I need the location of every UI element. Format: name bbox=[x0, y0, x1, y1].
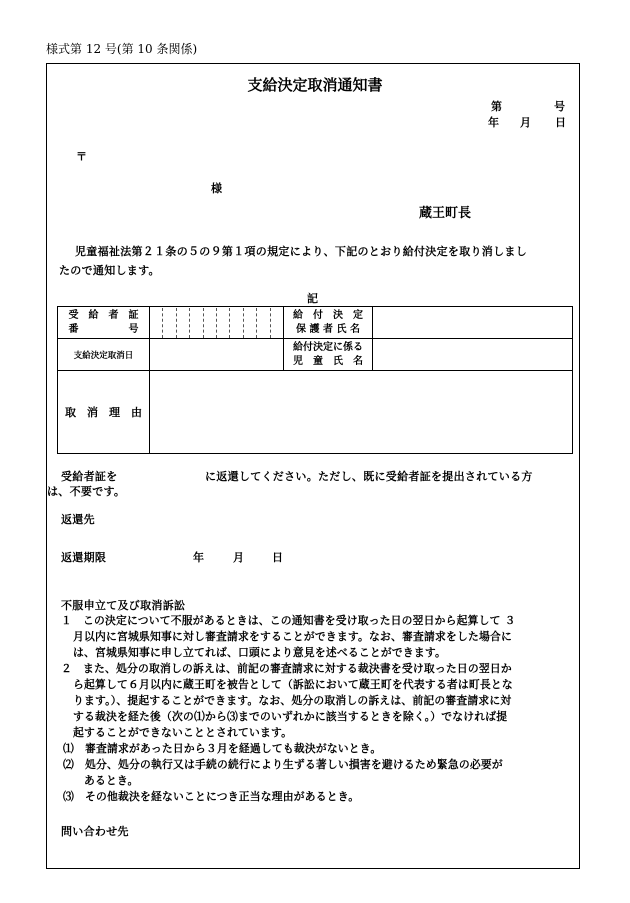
form-number-label: 様式第 12 号(第 10 条関係) bbox=[46, 42, 198, 56]
appeal-line: 月以内に宮城県知事に対し審査請求をすることができます。なお、審査請求をした場合に bbox=[73, 630, 513, 643]
cancel-date-label: 支給決定取消日 bbox=[58, 339, 150, 371]
cancel-reason-label: 取 消 理 由 bbox=[58, 371, 150, 454]
addressee-suffix: 様 bbox=[211, 182, 222, 195]
guardian-name-value bbox=[373, 307, 573, 339]
recipient-number-label: 受 給 者 証 番 号 bbox=[58, 307, 150, 339]
appeal-heading: 不服申立て及び取消訴訟 bbox=[61, 599, 186, 612]
appeal-line: する裁決を経た後（次の⑴から⑶までのいずれかに該当するときを除く。）でなければ提 bbox=[73, 710, 508, 723]
document-title: 支給決定取消通知書 bbox=[247, 76, 383, 94]
appeal-line: ります。）、提起することができます。なお、処分の取消しの訴えは、前記の審査請求に対 bbox=[73, 694, 512, 707]
appeal-line: １ この決定について不服があるときは、この通知書を受け取った日の翌日から起算して ３ bbox=[61, 614, 516, 627]
issuer-name: 蔵王町長 bbox=[419, 206, 472, 221]
return-deadline-label: 返還期限 bbox=[61, 551, 107, 564]
postal-mark: 〒 bbox=[76, 150, 87, 163]
ki-heading: 記 bbox=[307, 292, 318, 305]
cancel-date-value bbox=[150, 339, 284, 371]
deadline-day: 日 bbox=[272, 551, 284, 564]
number-label-go: 号 bbox=[554, 100, 565, 113]
intro-line-1: 児童福祉法第２１条の５の９第１項の規定により、下記のとおり給付決定を取り消しまし bbox=[75, 245, 527, 258]
number-label-dai: 第 bbox=[491, 100, 502, 113]
intro-line-2: たので通知します。 bbox=[59, 264, 160, 277]
child-name-value bbox=[373, 339, 573, 371]
appeal-line: ⑶ その他裁決を経ないことにつき正当な理由があるとき。 bbox=[63, 790, 360, 803]
recipient-number-digits bbox=[150, 307, 284, 339]
return-to-label: 返還先 bbox=[61, 513, 95, 526]
appeal-line: は、宮城県知事に申し立てれば、口頭により意見を述べることができます。 bbox=[73, 646, 447, 659]
deadline-month: 月 bbox=[233, 551, 245, 564]
return-line-2: は、不要です。 bbox=[47, 485, 126, 498]
guardian-name-label: 給 付 決 定 保 護 者 氏 名 bbox=[284, 307, 373, 339]
date-month-label: 月 bbox=[520, 116, 531, 129]
date-year-label: 年 bbox=[488, 116, 499, 129]
appeal-line: ⑴ 審査請求があった日から３月を経過しても裁決がないとき。 bbox=[63, 742, 382, 755]
cancel-reason-value bbox=[150, 371, 573, 454]
deadline-year: 年 bbox=[193, 551, 205, 564]
appeal-line: 起することができないこととされています。 bbox=[73, 726, 293, 739]
return-line-1b: に返還してください。ただし、既に受給者証を提出されている方 bbox=[205, 470, 533, 483]
child-name-label: 給付決定に係る 児 童 氏 名 bbox=[284, 339, 373, 371]
date-day-label: 日 bbox=[555, 116, 566, 129]
appeal-line: ２ また、処分の取消しの訴えは、前記の審査請求に対する裁決書を受け取った日の翌日か bbox=[61, 662, 512, 675]
appeal-line: あるとき。 bbox=[84, 774, 139, 787]
contact-label: 問い合わせ先 bbox=[61, 825, 129, 838]
appeal-line: ⑵ 処分、処分の執行又は手続の続行により生ずる著しい損害を避けるため緊急の必要が bbox=[63, 758, 503, 771]
appeal-line: ら起算して６月以内に蔵王町を被告として（訴訟において蔵王町を代表する者は町長とな bbox=[73, 678, 513, 691]
record-table bbox=[57, 306, 573, 454]
return-line-1a: 受給者証を bbox=[61, 470, 118, 483]
